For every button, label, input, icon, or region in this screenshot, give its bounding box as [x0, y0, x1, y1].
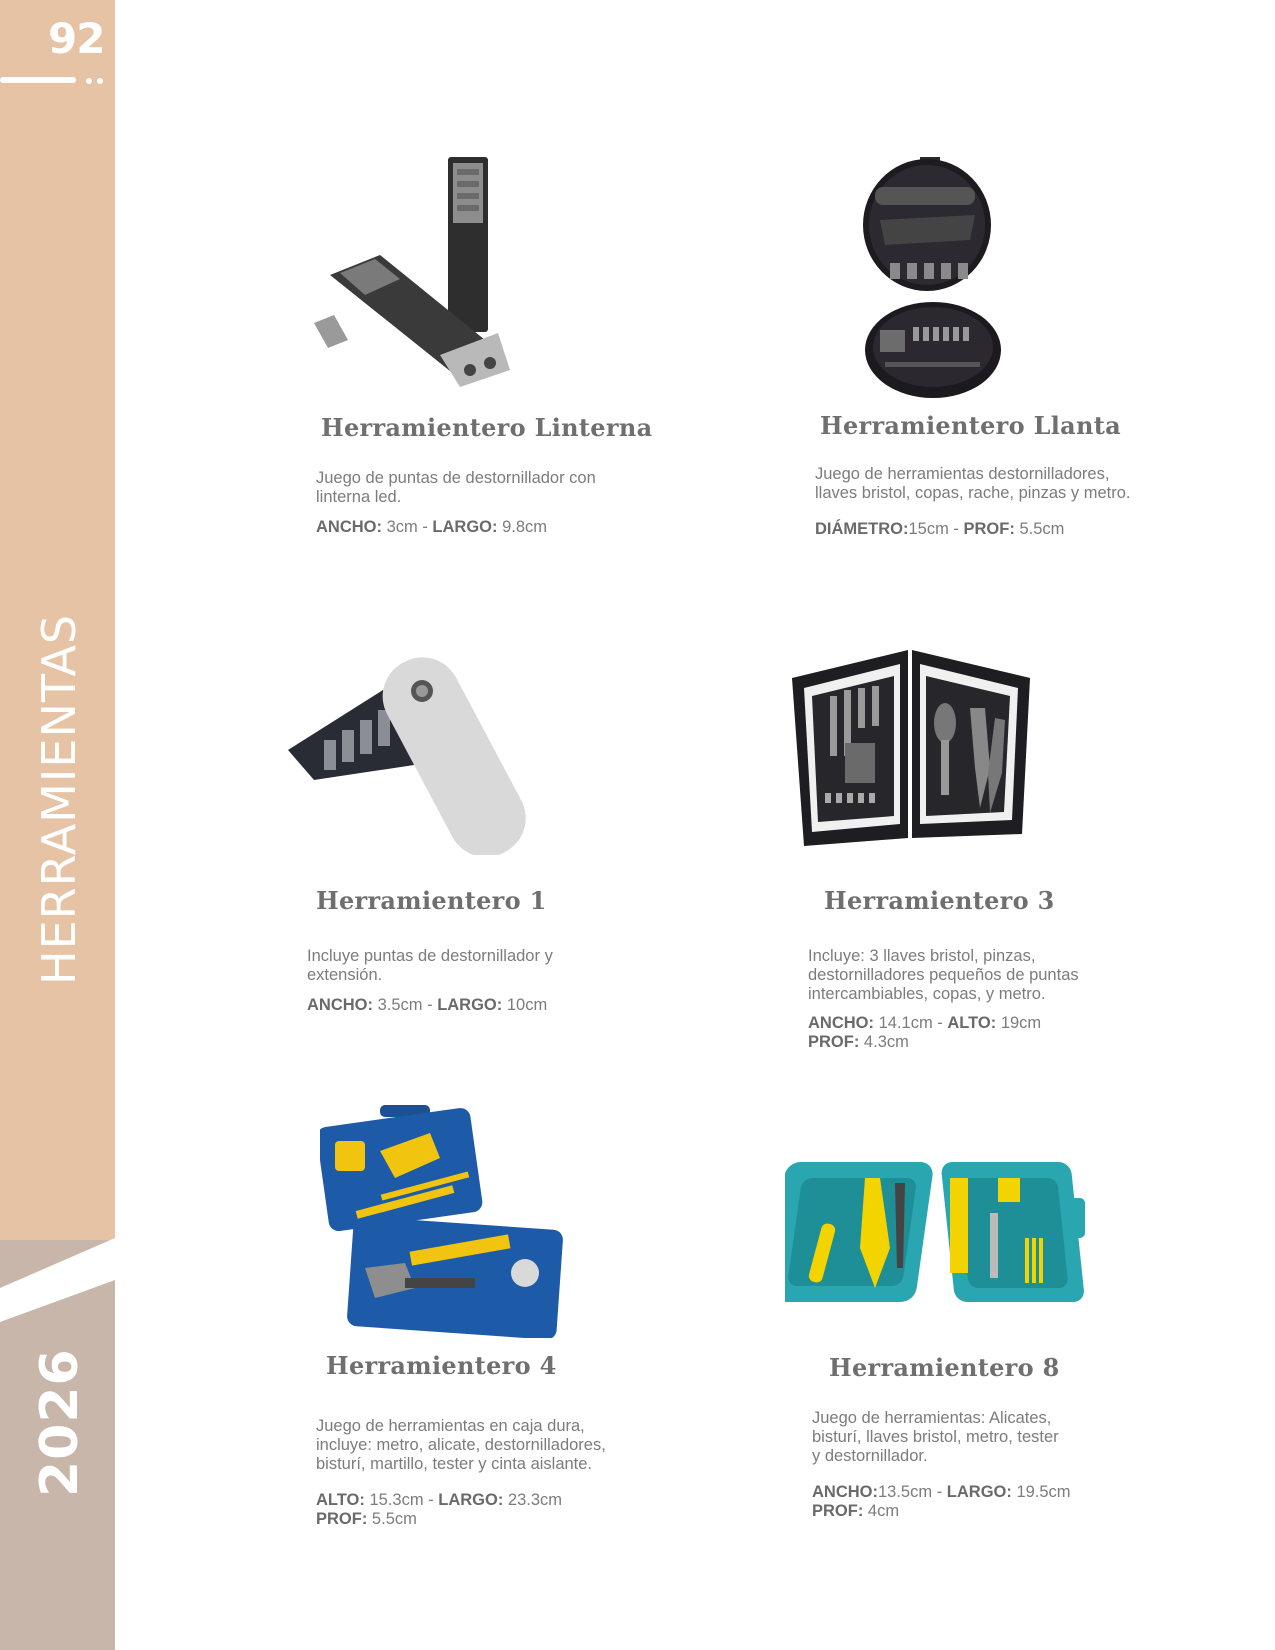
product-description: Incluye puntas de destornillador y extensión.	[307, 947, 553, 984]
page-number-dot	[86, 78, 92, 84]
page-number-dot	[97, 78, 103, 84]
product-description: Juego de herramientas destornilladores, llaves bristol, copas, rache, pinzas y metro.	[815, 465, 1131, 502]
product-description: Juego de puntas de destornillador con linterna led.	[316, 469, 596, 506]
product-image-herramientero-3	[790, 648, 1035, 848]
product-description: Juego de herramientas: Alicates, bisturí, llaves bristol, metro, tester y destornillador.	[812, 1409, 1059, 1465]
section-label: HERRAMIENTAS	[32, 613, 86, 985]
product-dimensions: ANCHO: 3.5cm - LARGO: 10cm	[307, 996, 548, 1014]
page-number-underline	[0, 77, 76, 83]
product-image-linterna	[310, 155, 515, 390]
catalog-year: 2026	[30, 1348, 90, 1497]
product-title: Herramientero 3	[824, 886, 1055, 915]
product-title: Herramientero 1	[316, 886, 547, 915]
product-dimensions: ANCHO: 3cm - LARGO: 9.8cm	[316, 518, 548, 536]
product-dimensions: ALTO: 15.3cm - LARGO: 23.3cm PROF: 5.5cm	[316, 1491, 563, 1528]
product-image-herramientero-8	[785, 1158, 1085, 1308]
product-dimensions: DIÁMETRO:15cm - PROF: 5.5cm	[815, 520, 1065, 538]
product-image-llanta	[855, 155, 1005, 400]
product-image-herramientero-1	[284, 655, 529, 855]
product-title: Herramientero Linterna	[321, 413, 653, 442]
product-title: Herramientero Llanta	[820, 411, 1122, 440]
product-dimensions: ANCHO: 14.1cm - ALTO: 19cm PROF: 4.3cm	[808, 1014, 1042, 1051]
product-title: Herramientero 4	[326, 1351, 557, 1380]
product-image-herramientero-4	[320, 1103, 565, 1338]
sidebar-diagonal-divider	[0, 1238, 115, 1328]
product-description: Incluye: 3 llaves bristol, pinzas, destornilladores pequeños de puntas intercambiables, copas, y metro.	[808, 947, 1079, 1003]
product-description: Juego de herramientas en caja dura, incluye: metro, alicate, destornilladores, bisturí, martillo, tester y cinta aislante.	[316, 1417, 606, 1473]
product-title: Herramientero 8	[829, 1353, 1060, 1382]
page-number: 92	[48, 14, 105, 63]
product-dimensions: ANCHO:13.5cm - LARGO: 19.5cm PROF: 4cm	[812, 1483, 1071, 1520]
